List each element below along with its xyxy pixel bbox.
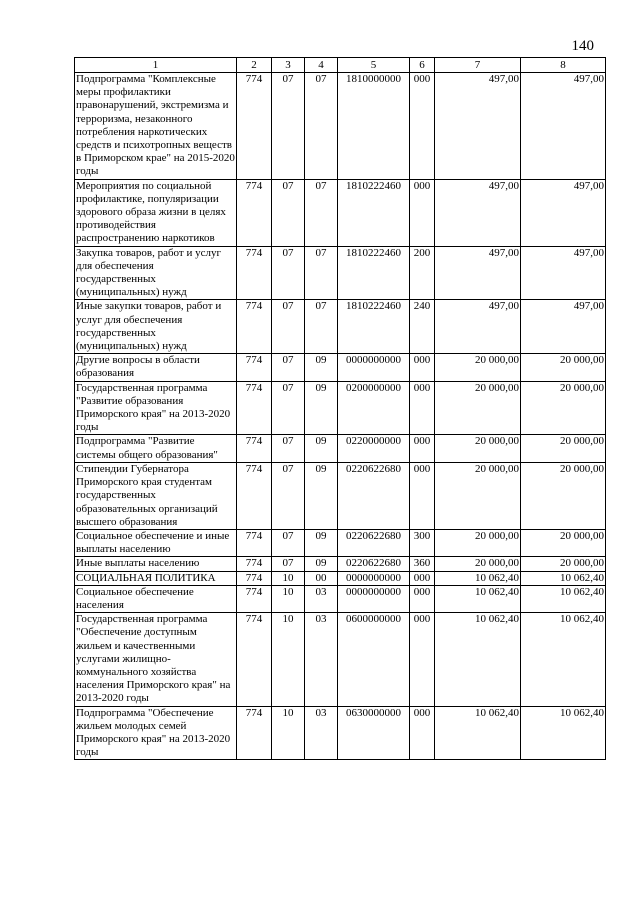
- row-admin-code: 774: [237, 613, 272, 706]
- row-subsection-code: 09: [305, 529, 338, 556]
- row-section-code: 07: [272, 246, 305, 300]
- row-amount-col7: 20 000,00: [435, 557, 521, 571]
- row-target-code: 1810222460: [338, 300, 410, 354]
- row-admin-code: 774: [237, 585, 272, 612]
- row-name: Подпрограмма "Развитие системы общего образования": [75, 435, 237, 462]
- row-amount-col8: 10 062,40: [521, 585, 606, 612]
- table-row: [75, 585, 606, 612]
- column-header-3: 3: [272, 58, 305, 73]
- row-expense-type-code: 000: [410, 462, 435, 529]
- row-expense-type-code: 000: [410, 73, 435, 180]
- row-expense-type-code: 240: [410, 300, 435, 354]
- row-target-code: 0220622680: [338, 462, 410, 529]
- row-amount-col7: 20 000,00: [435, 435, 521, 462]
- table-row: [75, 706, 606, 760]
- row-amount-col7: 497,00: [435, 179, 521, 246]
- row-amount-col7: 10 062,40: [435, 571, 521, 585]
- row-subsection-code: 09: [305, 354, 338, 381]
- column-header-2: 2: [237, 58, 272, 73]
- row-expense-type-code: 360: [410, 557, 435, 571]
- row-expense-type-code: 000: [410, 585, 435, 612]
- row-amount-col8: 10 062,40: [521, 613, 606, 706]
- row-name: СОЦИАЛЬНАЯ ПОЛИТИКА: [75, 571, 237, 585]
- row-amount-col8: 20 000,00: [521, 381, 606, 435]
- column-header-8: 8: [521, 58, 606, 73]
- row-section-code: 10: [272, 706, 305, 760]
- row-target-code: 1810000000: [338, 73, 410, 180]
- row-target-code: 0220000000: [338, 435, 410, 462]
- row-amount-col7: 497,00: [435, 73, 521, 180]
- row-amount-col7: 20 000,00: [435, 462, 521, 529]
- row-expense-type-code: 000: [410, 435, 435, 462]
- row-subsection-code: 00: [305, 571, 338, 585]
- row-amount-col7: 497,00: [435, 300, 521, 354]
- row-name: Иные закупки товаров, работ и услуг для обеспечения государственных (муниципальных) нужд: [75, 300, 237, 354]
- header-row: [75, 58, 606, 73]
- row-target-code: 0220622680: [338, 557, 410, 571]
- table-row: [75, 381, 606, 435]
- row-admin-code: 774: [237, 435, 272, 462]
- column-header-7: 7: [435, 58, 521, 73]
- row-subsection-code: 07: [305, 73, 338, 180]
- column-header-6: 6: [410, 58, 435, 73]
- row-amount-col7: 497,00: [435, 246, 521, 300]
- row-section-code: 07: [272, 354, 305, 381]
- row-expense-type-code: 000: [410, 381, 435, 435]
- row-subsection-code: 03: [305, 706, 338, 760]
- row-section-code: 07: [272, 529, 305, 556]
- table-body: [75, 73, 606, 760]
- table-row: [75, 613, 606, 706]
- row-amount-col7: 20 000,00: [435, 529, 521, 556]
- row-section-code: 07: [272, 557, 305, 571]
- row-subsection-code: 03: [305, 613, 338, 706]
- row-name: Подпрограмма "Комплексные меры профилактики правонарушений, экстремизма и терроризма, незаконного потребления наркотических средств и психотропных веществ в Приморском крае" на 2015-2020 годы: [76, 73, 235, 178]
- row-subsection-code: 09: [305, 435, 338, 462]
- row-name: Государственная программа "Обеспечение доступным жильем и качественными услугами жилищно-коммунального хозяйства населения Приморского края" на 2013-2020 годы: [75, 613, 237, 706]
- table-row: [75, 462, 606, 529]
- row-admin-code: 774: [237, 246, 272, 300]
- row-admin-code: 774: [237, 462, 272, 529]
- table-row: [75, 73, 606, 180]
- row-subsection-code: 09: [305, 557, 338, 571]
- row-amount-col8: 10 062,40: [521, 571, 606, 585]
- row-target-code: 0630000000: [338, 706, 410, 760]
- row-name: Стипендии Губернатора Приморского края студентам государственных образовательных организаций высшего образования: [75, 462, 237, 529]
- row-amount-col8: 497,00: [521, 73, 606, 180]
- row-admin-code: 774: [237, 557, 272, 571]
- row-admin-code: 774: [237, 179, 272, 246]
- row-admin-code: 774: [237, 381, 272, 435]
- row-expense-type-code: 000: [410, 354, 435, 381]
- row-amount-col7: 10 062,40: [435, 585, 521, 612]
- row-amount-col8: 20 000,00: [521, 557, 606, 571]
- row-section-code: 10: [272, 613, 305, 706]
- row-name: Иные выплаты населению: [75, 557, 237, 571]
- row-subsection-code: 03: [305, 585, 338, 612]
- row-amount-col8: 497,00: [521, 300, 606, 354]
- row-name: Государственная программа "Развитие образования Приморского края" на 2013-2020 годы: [75, 381, 237, 435]
- row-admin-code: 774: [237, 706, 272, 760]
- row-amount-col7: 10 062,40: [435, 613, 521, 706]
- row-target-code: 1810222460: [338, 179, 410, 246]
- row-subsection-code: 09: [305, 462, 338, 529]
- table-header: [75, 58, 606, 73]
- row-amount-col8: 20 000,00: [521, 354, 606, 381]
- row-section-code: 07: [272, 73, 305, 180]
- table-row: [75, 246, 606, 300]
- table-row: [75, 529, 606, 556]
- table-row: [75, 435, 606, 462]
- row-admin-code: 774: [237, 571, 272, 585]
- row-amount-col7: 20 000,00: [435, 381, 521, 435]
- column-header-4: 4: [305, 58, 338, 73]
- row-section-code: 07: [272, 300, 305, 354]
- row-amount-col8: 10 062,40: [521, 706, 606, 760]
- row-expense-type-code: 300: [410, 529, 435, 556]
- row-amount-col8: 497,00: [521, 246, 606, 300]
- row-amount-col8: 20 000,00: [521, 462, 606, 529]
- row-expense-type-code: 000: [410, 706, 435, 760]
- row-target-code: 0600000000: [338, 613, 410, 706]
- row-name: Социальное обеспечение населения: [75, 585, 237, 612]
- row-target-code: 0220622680: [338, 529, 410, 556]
- table-row: [75, 300, 606, 354]
- table-row: [75, 557, 606, 571]
- row-amount-col7: 20 000,00: [435, 354, 521, 381]
- row-amount-col7: 10 062,40: [435, 706, 521, 760]
- row-name: Закупка товаров, работ и услуг для обеспечения государственных (муниципальных) нужд: [75, 246, 237, 300]
- table-row: [75, 571, 606, 585]
- row-target-code: 0000000000: [338, 585, 410, 612]
- row-target-code: 1810222460: [338, 246, 410, 300]
- row-admin-code: 774: [237, 300, 272, 354]
- row-admin-code: 774: [237, 73, 272, 180]
- table-row: [75, 179, 606, 246]
- row-amount-col8: 20 000,00: [521, 435, 606, 462]
- budget-table: [74, 57, 606, 760]
- row-expense-type-code: 200: [410, 246, 435, 300]
- row-section-code: 07: [272, 179, 305, 246]
- row-subsection-code: 07: [305, 246, 338, 300]
- row-section-code: 10: [272, 571, 305, 585]
- row-section-code: 07: [272, 381, 305, 435]
- row-amount-col8: 497,00: [521, 179, 606, 246]
- row-section-code: 07: [272, 462, 305, 529]
- row-name: Мероприятия по социальной профилактике, популяризации здорового образа жизни в целях противодействия распространению наркотиков: [75, 179, 237, 246]
- column-header-1: 1: [75, 58, 237, 73]
- row-name: Другие вопросы в области образования: [75, 354, 237, 381]
- table-row: [75, 354, 606, 381]
- row-name: Подпрограмма "Обеспечение жильем молодых семей Приморского края" на 2013-2020 годы: [75, 706, 237, 760]
- row-admin-code: 774: [237, 529, 272, 556]
- row-target-code: 0000000000: [338, 571, 410, 585]
- row-expense-type-code: 000: [410, 613, 435, 706]
- page-number: 140: [571, 38, 594, 54]
- row-admin-code: 774: [237, 354, 272, 381]
- column-header-5: 5: [338, 58, 410, 73]
- row-subsection-code: 07: [305, 179, 338, 246]
- row-target-code: 0200000000: [338, 381, 410, 435]
- row-expense-type-code: 000: [410, 571, 435, 585]
- row-subsection-code: 07: [305, 300, 338, 354]
- row-target-code: 0000000000: [338, 354, 410, 381]
- row-section-code: 07: [272, 435, 305, 462]
- row-subsection-code: 09: [305, 381, 338, 435]
- row-amount-col8: 20 000,00: [521, 529, 606, 556]
- row-expense-type-code: 000: [410, 179, 435, 246]
- row-name: Социальное обеспечение и иные выплаты населению: [75, 529, 237, 556]
- row-section-code: 10: [272, 585, 305, 612]
